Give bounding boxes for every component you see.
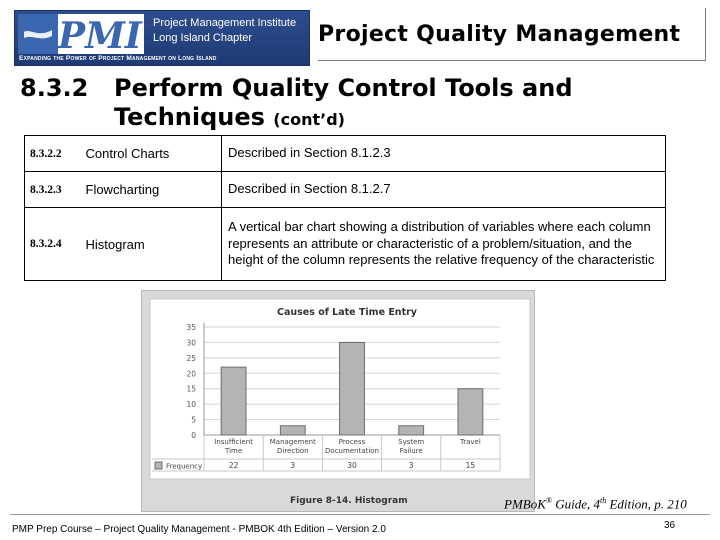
y-tick-label: 0 [191, 431, 196, 440]
y-tick-label: 15 [186, 384, 196, 394]
row-number: 8.3.2.3 [25, 172, 80, 208]
row-technique: Histogram [80, 208, 222, 281]
title-divider-vertical [705, 8, 706, 61]
y-tick-label: 30 [186, 338, 196, 348]
citation-post: Edition, p. 210 [606, 496, 687, 512]
deck-title: Project Quality Management [318, 22, 681, 47]
x-category-label: Management [269, 438, 316, 446]
citation-pre: PMBoK [504, 496, 546, 512]
section-number: 8.3.2 [20, 74, 89, 102]
histogram-bar [221, 367, 246, 435]
section-title-line1: Perform Quality Control Tools and [114, 74, 573, 102]
y-tick-label: 5 [191, 415, 196, 425]
row-technique: Flowcharting [80, 172, 222, 208]
x-category-label: Failure [399, 447, 423, 455]
table-row [25, 172, 666, 208]
pmi-logo [14, 10, 310, 66]
table-row [25, 136, 666, 172]
section-title-suffix: (cont’d) [273, 110, 345, 129]
row-technique: Control Charts [80, 136, 222, 172]
y-tick-label: 25 [186, 353, 196, 363]
y-tick-label: 20 [186, 369, 196, 379]
techniques-table [24, 135, 666, 281]
page-number: 36 [664, 520, 676, 531]
logo-chapter-name: Long Island Chapter [153, 32, 253, 44]
histogram-bar [399, 426, 424, 435]
citation-th: th [600, 496, 607, 505]
x-category-label: Direction [276, 447, 309, 455]
data-value-label: 3 [408, 461, 414, 470]
data-value-label: 3 [290, 461, 296, 470]
table-row [25, 208, 666, 281]
pmi-logo-graphic [18, 14, 144, 54]
row-description: Described in Section 8.1.2.7 [222, 172, 666, 208]
data-value-label: 22 [228, 461, 239, 470]
row-description: Described in Section 8.1.2.3 [222, 136, 666, 172]
histogram-bar [458, 389, 483, 435]
svg-text:PMI: PMI [58, 15, 142, 54]
section-title-main: Techniques [114, 103, 265, 131]
footer-text: PMP Prep Course – Project Quality Management - PMBOK 4th Edition – Version 2.0 [12, 524, 386, 535]
figure-caption: Figure 8-14. Histogram [290, 496, 408, 506]
y-tick-label: 10 [186, 400, 196, 410]
section-title-line2 [114, 103, 573, 134]
footer-divider [10, 514, 710, 515]
logo-tagline: Expanding the Power of Project Management on Long Island [19, 55, 217, 62]
histogram-figure [141, 290, 535, 512]
citation-registered: ® [545, 496, 552, 505]
legend-swatch [155, 462, 162, 469]
data-value-label: 15 [465, 461, 476, 470]
x-category-label: System [398, 438, 425, 446]
row-number: 8.3.2.2 [25, 136, 80, 172]
x-category-label: Travel [459, 438, 481, 446]
legend-label: Frequency [166, 462, 203, 471]
row-number: 8.3.2.4 [25, 208, 80, 281]
chart-title: Causes of Late Time Entry [277, 307, 417, 318]
title-divider [318, 60, 706, 61]
histogram-bar [340, 342, 365, 435]
x-category-label: Insufficient [214, 438, 253, 446]
citation [504, 496, 687, 512]
section-title [114, 74, 573, 134]
x-category-label: Documentation [325, 447, 379, 455]
y-tick-label: 35 [186, 323, 196, 332]
histogram-bar [280, 426, 305, 435]
histogram-chart [142, 291, 536, 513]
data-value-label: 30 [347, 461, 357, 470]
x-category-label: Time [225, 447, 243, 455]
x-category-label: Process [338, 438, 366, 446]
logo-org-name: Project Management Institute [153, 17, 297, 29]
row-description: A vertical bar chart showing a distribution of variables where each column represents an attribute or characteristic of a problem/situation, and the height of the column represents the relative frequency of the characteristic [222, 208, 666, 281]
citation-mid: Guide, 4 [551, 496, 600, 512]
